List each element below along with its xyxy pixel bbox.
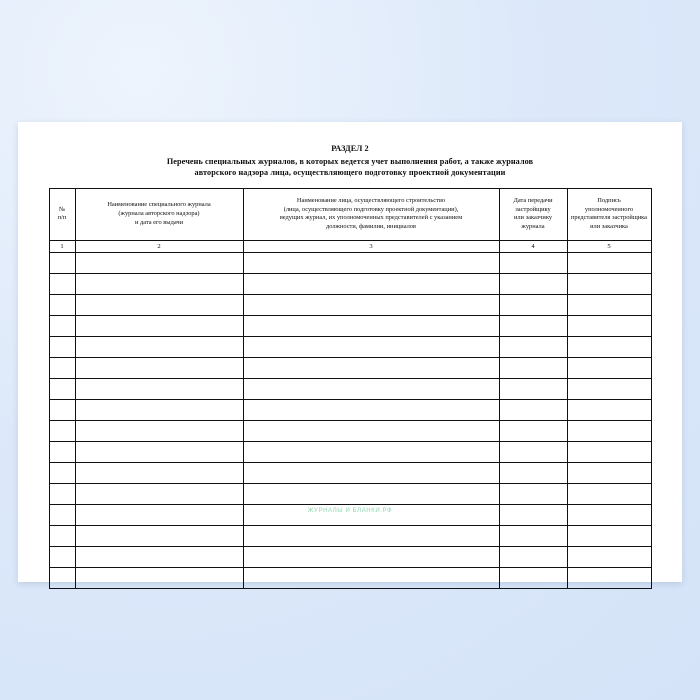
table-cell-empty[interactable] — [49, 525, 75, 546]
column-number-5: 5 — [567, 240, 651, 252]
table-cell-empty[interactable] — [567, 462, 651, 483]
table-cell-empty[interactable] — [243, 441, 499, 462]
table-cell-empty[interactable] — [243, 546, 499, 567]
table-cell-empty[interactable] — [243, 504, 499, 525]
table-cell-empty[interactable] — [499, 504, 567, 525]
table-cell-empty[interactable] — [499, 252, 567, 273]
table-cell-empty[interactable] — [49, 399, 75, 420]
table-cell-empty[interactable] — [75, 420, 243, 441]
table-cell-empty[interactable] — [49, 315, 75, 336]
title-line-1: Перечень специальных журналов, в которых ведется учет выполнения работ, а также журналов — [166, 157, 534, 167]
table-header-row — [49, 188, 651, 240]
table-cell-empty[interactable] — [49, 420, 75, 441]
column-number-2: 2 — [75, 240, 243, 252]
table-cell-empty[interactable] — [567, 441, 651, 462]
table-cell-empty[interactable] — [499, 357, 567, 378]
table-cell-empty[interactable] — [567, 378, 651, 399]
table-cell-empty[interactable] — [75, 252, 243, 273]
table-cell-empty[interactable] — [567, 315, 651, 336]
table-cell-empty[interactable] — [49, 504, 75, 525]
table-row — [49, 294, 651, 315]
table-cell-empty[interactable] — [499, 567, 567, 588]
table-row — [49, 483, 651, 504]
table-cell-empty[interactable] — [499, 462, 567, 483]
table-cell-empty[interactable] — [243, 420, 499, 441]
table-cell-empty[interactable] — [49, 273, 75, 294]
table-cell-empty[interactable] — [49, 462, 75, 483]
table-cell-empty[interactable] — [499, 420, 567, 441]
table-cell-empty[interactable] — [75, 483, 243, 504]
table-row — [49, 441, 651, 462]
page-title — [46, 144, 654, 178]
table-cell-empty[interactable] — [75, 399, 243, 420]
table-cell-empty[interactable] — [49, 252, 75, 273]
table-cell-empty[interactable] — [567, 294, 651, 315]
table-cell-empty[interactable] — [567, 357, 651, 378]
column-number-3: 3 — [243, 240, 499, 252]
table-cell-empty[interactable] — [49, 441, 75, 462]
table-cell-empty[interactable] — [75, 567, 243, 588]
table-cell-empty[interactable] — [499, 546, 567, 567]
table-cell-empty[interactable] — [75, 336, 243, 357]
table-cell-empty[interactable] — [567, 252, 651, 273]
table-cell-empty[interactable] — [49, 294, 75, 315]
column-number-row — [49, 240, 651, 252]
table-cell-empty[interactable] — [49, 336, 75, 357]
table-cell-empty[interactable] — [567, 483, 651, 504]
table-cell-empty[interactable] — [75, 504, 243, 525]
table-cell-empty[interactable] — [49, 378, 75, 399]
table-cell-empty[interactable] — [499, 399, 567, 420]
table-cell-empty[interactable] — [499, 378, 567, 399]
table-row — [49, 525, 651, 546]
column-header-journal-name: Наименование специального журнала (журнала авторского надзора) и дата его выдачи — [75, 188, 243, 240]
table-cell-empty[interactable] — [243, 273, 499, 294]
table-cell-empty[interactable] — [567, 420, 651, 441]
table-cell-empty[interactable] — [567, 504, 651, 525]
table-cell-empty[interactable] — [499, 441, 567, 462]
section-label: РАЗДЕЛ 2 — [331, 144, 369, 153]
table-cell-empty[interactable] — [499, 273, 567, 294]
document-page — [18, 122, 682, 582]
table-cell-empty[interactable] — [243, 483, 499, 504]
table-cell-empty[interactable] — [499, 294, 567, 315]
column-header-entity-name: Наименование лица, осуществляющего строительство (лица, осуществляющего подготовку проектной документации), ведущих журнал, их уполномоченных представителей с указанием должности, фамилии, инициалов — [243, 188, 499, 240]
table-cell-empty[interactable] — [567, 546, 651, 567]
table-cell-empty[interactable] — [75, 378, 243, 399]
table-cell-empty[interactable] — [75, 315, 243, 336]
table-row — [49, 420, 651, 441]
table-row — [49, 273, 651, 294]
table-cell-empty[interactable] — [243, 294, 499, 315]
table-cell-empty[interactable] — [49, 546, 75, 567]
table-row — [49, 336, 651, 357]
table-cell-empty[interactable] — [243, 252, 499, 273]
register-table — [49, 188, 652, 589]
column-header-transfer-date: Дата передачи застройщику или заказчику журнала — [499, 188, 567, 240]
table-cell-empty[interactable] — [567, 525, 651, 546]
table-cell-empty[interactable] — [75, 357, 243, 378]
table-cell-empty[interactable] — [49, 483, 75, 504]
table-cell-empty[interactable] — [499, 336, 567, 357]
table-row — [49, 357, 651, 378]
table-cell-empty[interactable] — [243, 315, 499, 336]
table-body — [49, 240, 651, 588]
table-cell-empty[interactable] — [243, 399, 499, 420]
table-cell-empty[interactable] — [75, 273, 243, 294]
table-row — [49, 462, 651, 483]
column-number-4: 4 — [499, 240, 567, 252]
table-cell-empty[interactable] — [567, 273, 651, 294]
table-cell-empty[interactable] — [567, 336, 651, 357]
table-cell-empty[interactable] — [75, 462, 243, 483]
table-row — [49, 315, 651, 336]
table-cell-empty[interactable] — [75, 546, 243, 567]
table-row — [49, 378, 651, 399]
table-cell-empty[interactable] — [243, 567, 499, 588]
table-cell-empty[interactable] — [75, 441, 243, 462]
table-row — [49, 546, 651, 567]
table-cell-empty[interactable] — [499, 483, 567, 504]
table-cell-empty[interactable] — [499, 525, 567, 546]
table-row — [49, 399, 651, 420]
table-cell-empty[interactable] — [499, 315, 567, 336]
title-line-2: авторского надзора лица, осуществляющего подготовку проектной документации — [194, 167, 506, 177]
column-header-number: № п/п — [49, 188, 75, 240]
table-cell-empty[interactable] — [567, 399, 651, 420]
table-cell-empty[interactable] — [243, 336, 499, 357]
table-cell-empty[interactable] — [567, 567, 651, 588]
table-cell-empty[interactable] — [243, 357, 499, 378]
table-row — [49, 252, 651, 273]
table-cell-empty[interactable] — [243, 462, 499, 483]
table-cell-empty[interactable] — [75, 525, 243, 546]
watermark: ЖУРНАЛЫ И БЛАНКИ.РФ — [307, 508, 393, 514]
table-cell-empty[interactable] — [75, 294, 243, 315]
table-cell-empty[interactable] — [49, 567, 75, 588]
table-row — [49, 567, 651, 588]
column-header-signature: Подпись уполномоченного представителя застройщика или заказчика — [567, 188, 651, 240]
table-row — [49, 504, 651, 525]
table-cell-empty[interactable] — [243, 525, 499, 546]
column-number-1: 1 — [49, 240, 75, 252]
table-cell-empty[interactable] — [243, 378, 499, 399]
table-cell-empty[interactable] — [49, 357, 75, 378]
